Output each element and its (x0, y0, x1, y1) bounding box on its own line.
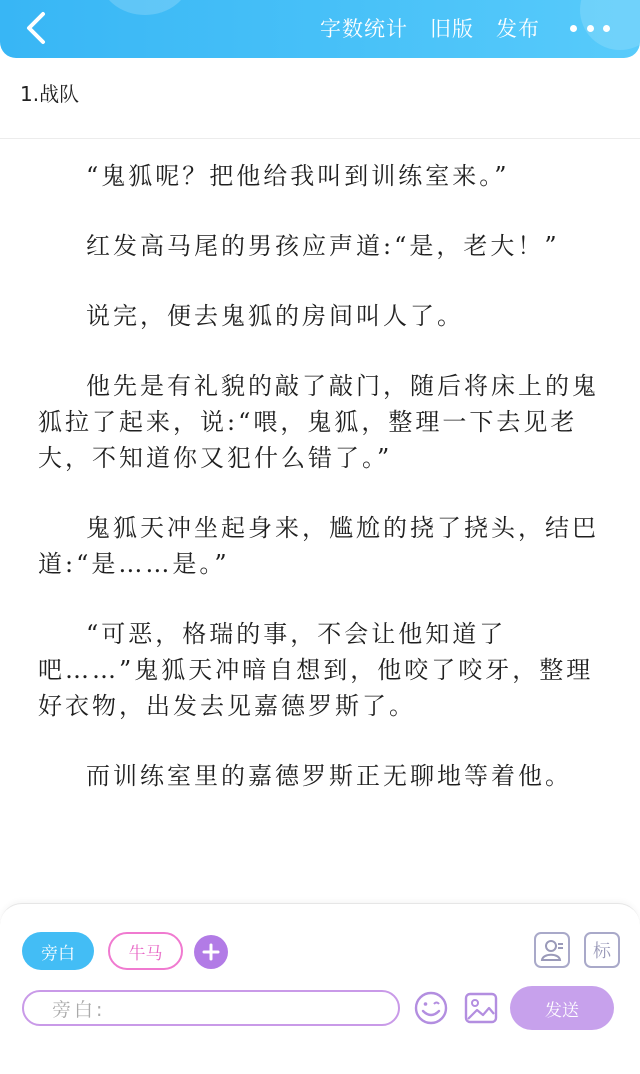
word-count-button[interactable]: 字数统计 (320, 17, 408, 41)
paragraph[interactable]: 而训练室里的嘉德罗斯正无聊地等着他。 (86, 762, 572, 790)
character-button[interactable] (534, 932, 570, 968)
role-chip-niuma[interactable]: 牛马 (108, 932, 183, 970)
old-version-button[interactable]: 旧版 (430, 17, 474, 41)
paragraph[interactable]: 他先是有礼貌的敲了敲门，随后将床上的鬼狐拉了起来，说:“喂，鬼狐，整理一下去见老大，不知道你又犯什么错了。” (38, 372, 599, 472)
paragraph[interactable]: 说完，便去鬼狐的房间叫人了。 (86, 302, 464, 330)
smiley-icon (413, 990, 449, 1026)
more-button[interactable] (570, 18, 610, 38)
editor-panel (0, 903, 640, 1074)
chapter-title[interactable]: 1.战队 (20, 82, 80, 106)
publish-button[interactable]: 发布 (496, 17, 540, 41)
image-icon (463, 990, 499, 1026)
paragraph[interactable]: 鬼狐天冲坐起身来，尴尬的挠了挠头，结巴道:“是……是。” (38, 514, 599, 578)
top-bar (0, 0, 640, 58)
emoji-button[interactable] (413, 990, 449, 1026)
decorative-bubble (100, 0, 190, 15)
story-content[interactable] (38, 158, 606, 828)
top-actions (320, 12, 540, 44)
divider (0, 138, 640, 139)
paragraph[interactable]: “可恶，格瑞的事，不会让他知道了吧……”鬼狐天冲暗自想到，他咬了咬牙，整理好衣物，出发去见嘉德罗斯了。 (38, 620, 594, 720)
text-input[interactable]: 旁白: (22, 990, 400, 1026)
back-button[interactable] (18, 8, 54, 48)
ellipsis-icon (570, 25, 577, 32)
tag-button[interactable]: 标 (584, 932, 620, 968)
paragraph[interactable]: “鬼狐呢？把他给我叫到训练室来。” (86, 162, 510, 190)
role-chip-narrator[interactable]: 旁白 (22, 932, 94, 970)
send-button[interactable]: 发送 (510, 986, 614, 1030)
image-button[interactable] (463, 990, 499, 1026)
paragraph[interactable]: 红发高马尾的男孩应声道:“是，老大！” (86, 232, 560, 260)
add-role-button[interactable] (194, 935, 228, 969)
plus-icon (202, 943, 220, 961)
user-card-icon (539, 937, 565, 963)
chevron-left-icon (25, 11, 47, 45)
